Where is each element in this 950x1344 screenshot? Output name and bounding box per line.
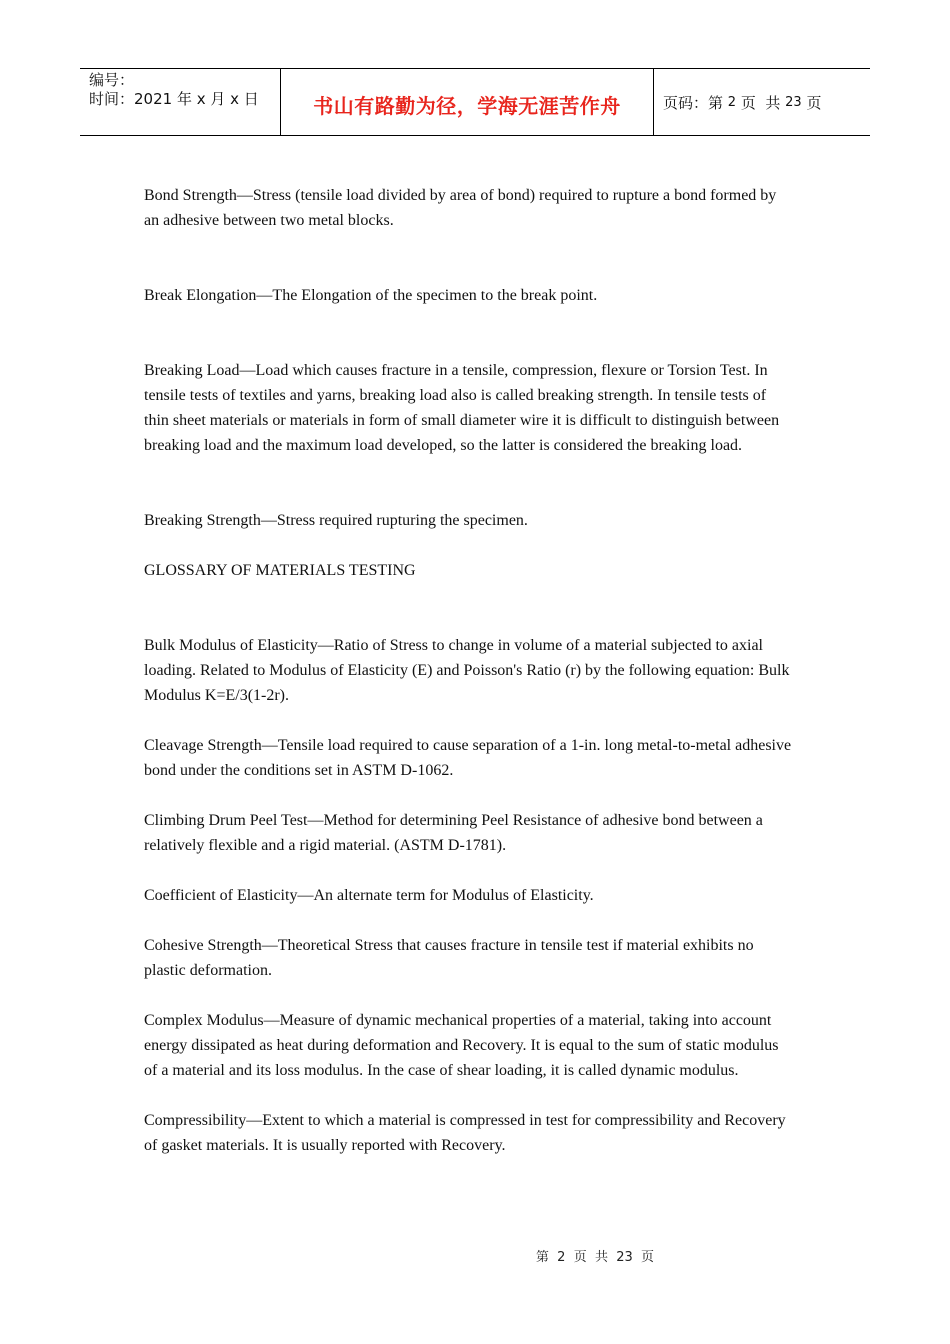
header-motto-cell <box>281 69 654 135</box>
glossary-entry-breaking-load: Breaking Load—Load which causes fracture in a tensile, compression, flexure or Torsion Test. In tensile tests of textiles and yarns, breaking load also is called breaking strength. In tensile tests of thin sheet materials or materials in form of small diameter wire it is difficult to distinguish between breaking load and the maximum load developed, so the latter is considered the breaking load. <box>144 362 780 454</box>
page-footer: 第 2 页 共 23 页 <box>535 1250 655 1265</box>
glossary-entry-cleavage-strength: Cleavage Strength—Tensile load required to cause separation of a 1-in. long metal-to-metal adhesive bond under the conditions set in ASTM D-1062. <box>144 737 792 779</box>
glossary-entry-breaking-strength: Breaking Strength—Stress required rupturing the specimen. <box>144 512 528 529</box>
glossary-entry-bulk-modulus: Bulk Modulus of Elasticity—Ratio of Stress to change in volume of a material subjected to axial loading. Related to Modulus of Elasticity (E) and Poisson's Ratio (r) by the following equation: Bulk Modulus K=E/3(1-2r). <box>144 637 790 704</box>
glossary-entry-compressibility: Compressibility—Extent to which a material is compressed in test for compressibility and Recovery of gasket materials. It is usually reported with Recovery. <box>144 1112 786 1154</box>
document-date-label: 时间：2021 年 x 月 x 日 <box>89 90 259 108</box>
page-suffix: 页 <box>801 93 822 112</box>
glossary-entry-climbing-drum-peel-test: Climbing Drum Peel Test—Method for determining Peel Resistance of adhesive bond between a relatively flexible and a rigid material. (ASTM D-1781). <box>144 812 763 854</box>
header-meta-cell <box>80 69 281 135</box>
glossary-entry-cohesive-strength: Cohesive Strength—Theoretical Stress that causes fracture in tensile test if material exhibits no plastic deformation. <box>144 937 754 979</box>
document-header <box>80 68 870 136</box>
glossary-entry-break-elongation: Break Elongation—The Elongation of the specimen to the break point. <box>144 287 598 304</box>
header-page-cell <box>654 69 870 135</box>
page-prefix: 页码：第 <box>663 93 728 112</box>
glossary-entry-complex-modulus: Complex Modulus—Measure of dynamic mechanical properties of a material, taking into account energy dissipated as heat during deformation and Recovery. It is equal to the sum of static modulus of a material and its loss modulus. In the case of shear loading, it is called dynamic modulus. <box>144 1012 779 1079</box>
document-number-label: 编号： <box>89 71 135 89</box>
header-motto: 书山有路勤为径，学海无涯苦作舟 <box>313 93 621 118</box>
glossary-entry-bond-strength: Bond Strength—Stress (tensile load divided by area of bond) required to rupture a bond formed by an adhesive between two metal blocks. <box>144 187 777 229</box>
glossary-entry-coefficient-of-elasticity: Coefficient of Elasticity—An alternate term for Modulus of Elasticity. <box>144 887 594 904</box>
page-mid: 页 共 <box>736 93 786 112</box>
section-heading: GLOSSARY OF MATERIALS TESTING <box>144 562 416 579</box>
page-total: 23 <box>785 94 802 110</box>
document-body <box>144 183 794 1158</box>
page-current: 2 <box>727 94 737 110</box>
